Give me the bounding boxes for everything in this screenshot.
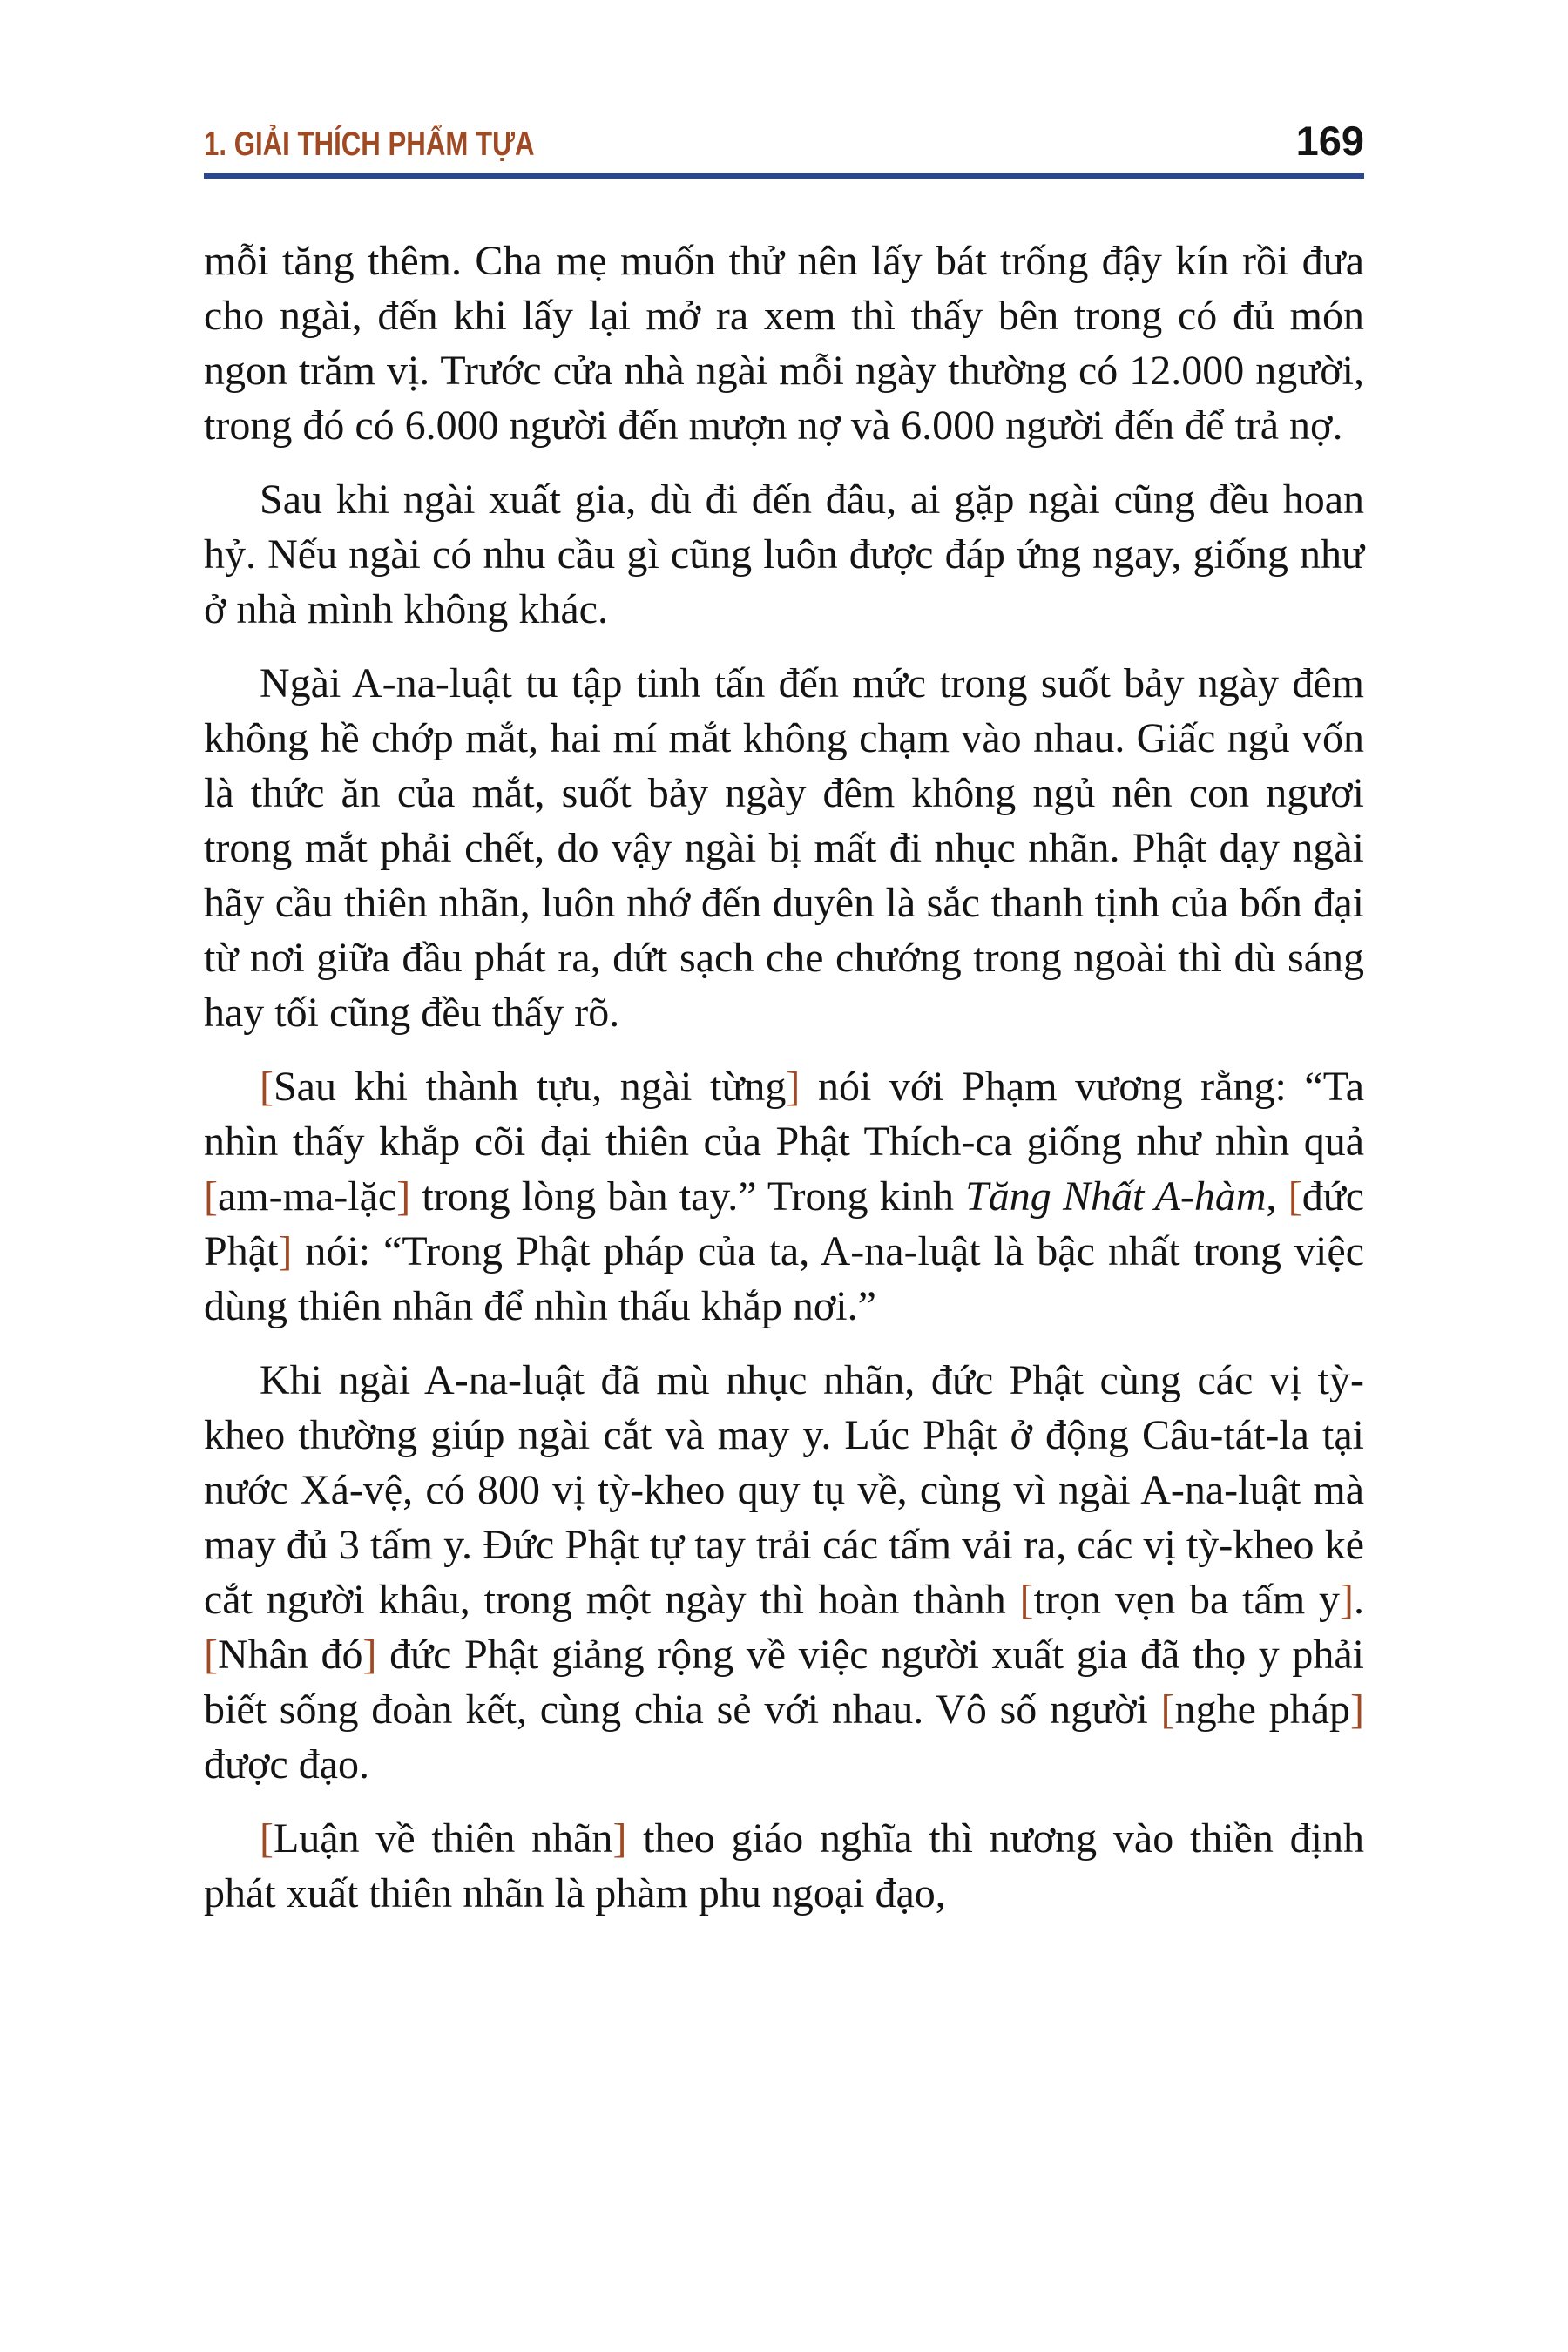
- text-run: mỗi tăng thêm. Cha mẹ muốn thử nên lấy bát trống đậy kín rồi đưa cho ngài, đến khi lấy lại mở ra xem thì thấy bên trong có đủ món ngon trăm vị. Trước cửa nhà ngài mỗi ngày thường có 12.000 người, trong đó có 6.000 người đến mượn nợ và 6.000 người đến để trả nợ.: [204, 238, 1364, 449]
- paragraph: [204, 656, 1364, 1040]
- text-run: nói với Phạm vương rằng: “Ta nhìn thấy khắp cõi đại thiên của Phật Thích-ca giống như nhìn quả: [204, 1064, 1364, 1165]
- bracket-mark: [: [204, 1173, 218, 1220]
- text-run: Luận về thiên nhãn: [273, 1815, 613, 1862]
- bracket-mark: ]: [786, 1064, 801, 1110]
- text-run: đức Phật giảng rộng về việc người xuất gia đã thọ y phải biết sống đoàn kết, cùng chia sẻ với nhau. Vô số người: [204, 1632, 1365, 1733]
- text-run: Nhân đó: [217, 1632, 363, 1678]
- text-run: .: [1354, 1577, 1364, 1623]
- bracket-mark: ]: [1350, 1686, 1364, 1733]
- text-run: am-ma-lặc: [217, 1173, 397, 1220]
- running-header-title: 1. GIẢI THÍCH PHẨM TỰA: [204, 125, 535, 163]
- paragraph: [204, 472, 1364, 637]
- bracket-mark: ]: [1340, 1577, 1354, 1623]
- bracket-mark: [: [1288, 1173, 1302, 1220]
- bracket-mark: ]: [396, 1173, 411, 1220]
- bracket-mark: [: [1160, 1686, 1175, 1733]
- text-run: Sau khi thành tựu, ngài từng: [273, 1064, 787, 1110]
- text-run: ,: [1266, 1173, 1288, 1220]
- text-run: trọn vẹn ba tấm y: [1033, 1577, 1341, 1623]
- text-run: Ngài A-na-luật tu tập tinh tấn đến mức trong suốt bảy ngày đêm không hề chớp mắt, hai mí mắt không chạm vào nhau. Giấc ngủ vốn là thức ăn của mắt, suốt bảy ngày đêm không ngủ nên con ngươi trong mắt phải chết, do vậy ngài bị mất đi nhục nhãn. Phật dạy ngài hãy cầu thiên nhãn, luôn nhớ đến duyên là sắc thanh tịnh của bốn đại từ nơi giữa đầu phát ra, dứt sạch che chướng trong ngoài thì dù sáng hay tối cũng đều thấy rõ.: [204, 660, 1364, 1036]
- bracket-mark: ]: [362, 1632, 377, 1678]
- text-run: trong lòng bàn tay.” Trong kinh: [410, 1173, 966, 1220]
- bracket-mark: ]: [278, 1228, 293, 1274]
- bracket-mark: [: [260, 1815, 274, 1862]
- page-header: [204, 120, 1364, 169]
- paragraph: [204, 1059, 1364, 1334]
- paragraph: [204, 1353, 1364, 1792]
- text-run: theo giáo nghĩa thì nương vào thiền định phát xuất thiên nhãn là phàm phu ngoại đạo,: [204, 1815, 1364, 1916]
- page-body: [204, 233, 1364, 1940]
- paragraph: [204, 1811, 1364, 1921]
- page-number: 169: [1295, 118, 1364, 164]
- text-run: nói: “Trong Phật pháp của ta, A-na-luật là bậc nhất trong việc dùng thiên nhãn để nhìn thấu khắp nơi.”: [204, 1228, 1364, 1329]
- text-run: nghe pháp: [1174, 1686, 1351, 1733]
- italic-text-run: Tăng Nhất A-hàm: [965, 1173, 1267, 1220]
- bracket-mark: [: [204, 1632, 218, 1678]
- text-run: Khi ngài A-na-luật đã mù nhục nhãn, đức Phật cùng các vị tỳ-kheo thường giúp ngài cắt và may y. Lúc Phật ở động Câu-tát-la tại nước Xá-vệ, có 800 vị tỳ-kheo quy tụ về, cùng vì ngài A-na-luật mà may đủ 3 tấm y. Đức Phật tự tay trải các tấm vải ra, các vị tỳ-kheo kẻ cắt người khâu, trong một ngày thì hoàn thành: [204, 1357, 1364, 1623]
- bracket-mark: ]: [612, 1815, 627, 1862]
- text-run: đức Phật: [204, 1173, 1365, 1274]
- text-run: được đạo.: [204, 1741, 370, 1788]
- bracket-mark: [: [1019, 1577, 1034, 1623]
- header-rule-divider: [204, 173, 1364, 179]
- bracket-mark: [: [260, 1064, 274, 1110]
- text-run: Sau khi ngài xuất gia, dù đi đến đâu, ai gặp ngài cũng đều hoan hỷ. Nếu ngài có nhu cầu gì cũng luôn được đáp ứng ngay, giống như ở nhà mình không khác.: [204, 476, 1364, 632]
- paragraph: [204, 233, 1364, 453]
